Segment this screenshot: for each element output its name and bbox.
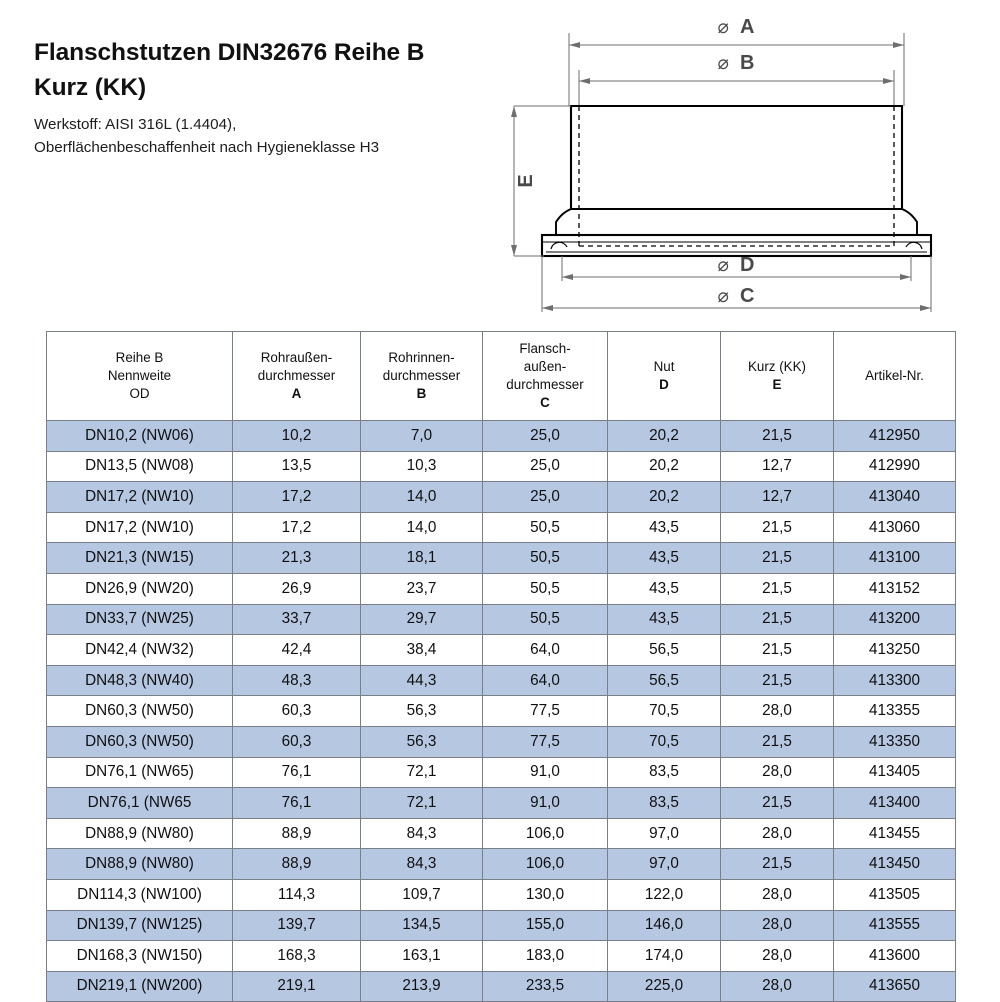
table-row (47, 849, 956, 880)
table-cell-e: 21,5 (721, 604, 834, 635)
table-cell-d: 97,0 (608, 818, 721, 849)
table-cell-name: DN10,2 (NW06) (47, 421, 233, 452)
column-header-line: Rohrinnen- (388, 350, 455, 366)
table-cell-e: 21,5 (721, 543, 834, 574)
table-cell-c: 91,0 (483, 788, 608, 819)
table-row (47, 482, 956, 513)
dimension-e-arrow-top (511, 106, 517, 117)
table-header (47, 332, 956, 421)
table-cell-name: DN17,2 (NW10) (47, 512, 233, 543)
dimension-label-e: E (515, 174, 537, 188)
table-cell-a: 21,3 (233, 543, 361, 574)
dimension-label-c: ⌀ C (717, 285, 755, 307)
table-cell-b: 84,3 (361, 849, 483, 880)
dimension-d-arrow-right (900, 274, 911, 280)
table-cell-e: 12,7 (721, 482, 834, 513)
table-row (47, 788, 956, 819)
table-row (47, 665, 956, 696)
table-cell-name: DN26,9 (NW20) (47, 573, 233, 604)
diameter-symbol-a: ⌀ (717, 17, 729, 38)
table-cell-art: 413600 (834, 941, 956, 972)
table-cell-d: 43,5 (608, 543, 721, 574)
table-cell-e: 28,0 (721, 757, 834, 788)
table-cell-a: 26,9 (233, 573, 361, 604)
table-cell-d: 20,2 (608, 482, 721, 513)
table-cell-e: 28,0 (721, 818, 834, 849)
table-cell-art: 413100 (834, 543, 956, 574)
table-cell-c: 64,0 (483, 665, 608, 696)
material-line: Werkstoff: AISI 316L (1.4404), (34, 115, 237, 133)
table-cell-c: 155,0 (483, 910, 608, 941)
table-row (47, 941, 956, 972)
table-cell-b: 14,0 (361, 482, 483, 513)
column-header-symbol-a: A (291, 385, 302, 401)
table-cell-b: 29,7 (361, 604, 483, 635)
column-header-d (608, 332, 721, 421)
column-header-symbol-b: B (416, 385, 427, 401)
column-header-line: Nennweite (107, 368, 172, 384)
table-cell-a: 33,7 (233, 604, 361, 635)
table-cell-art: 413250 (834, 635, 956, 666)
table-cell-c: 77,5 (483, 726, 608, 757)
table-cell-e: 28,0 (721, 941, 834, 972)
column-header-line: durchmesser (382, 368, 461, 384)
table-cell-a: 114,3 (233, 879, 361, 910)
table-row (47, 818, 956, 849)
table-cell-d: 83,5 (608, 788, 721, 819)
table-cell-a: 219,1 (233, 971, 361, 1002)
page-title-line-1: Flanschstutzen DIN32676 Reihe B (34, 39, 425, 66)
column-header-name (47, 332, 233, 421)
table-cell-c: 25,0 (483, 482, 608, 513)
dimension-c-arrow-right (920, 305, 931, 311)
table-row (47, 879, 956, 910)
table-row (47, 696, 956, 727)
page-title (34, 36, 504, 106)
table-cell-name: DN60,3 (NW50) (47, 726, 233, 757)
table-cell-d: 97,0 (608, 849, 721, 880)
flange-cross-section-svg (498, 6, 998, 318)
dimension-c-arrow-left (542, 305, 553, 311)
table-cell-name: DN139,7 (NW125) (47, 910, 233, 941)
table-cell-art: 413505 (834, 879, 956, 910)
table-cell-b: 14,0 (361, 512, 483, 543)
table-cell-a: 168,3 (233, 941, 361, 972)
table-cell-art: 413650 (834, 971, 956, 1002)
table-cell-name: DN21,3 (NW15) (47, 543, 233, 574)
table-cell-art: 413152 (834, 573, 956, 604)
table-cell-e: 21,5 (721, 726, 834, 757)
table-cell-e: 28,0 (721, 910, 834, 941)
table-cell-art: 413400 (834, 788, 956, 819)
table-cell-c: 233,5 (483, 971, 608, 1002)
dimension-label-d: ⌀ D (717, 254, 755, 276)
table-cell-art: 413455 (834, 818, 956, 849)
header-area (0, 0, 1000, 320)
table-row (47, 635, 956, 666)
technical-drawing (498, 6, 998, 318)
surface-quality-line: Oberflächenbeschaffenheit nach Hygieneklasse H3 (34, 138, 380, 156)
table-cell-d: 43,5 (608, 604, 721, 635)
column-header-line: Nut (653, 359, 675, 375)
table-cell-d: 225,0 (608, 971, 721, 1002)
column-header-e (721, 332, 834, 421)
table-cell-d: 20,2 (608, 421, 721, 452)
dimension-d-group (562, 256, 911, 281)
table-cell-art: 413350 (834, 726, 956, 757)
table-cell-e: 28,0 (721, 971, 834, 1002)
table-cell-a: 13,5 (233, 451, 361, 482)
table-cell-name: DN13,5 (NW08) (47, 451, 233, 482)
column-header-line: Rohraußen- (260, 350, 333, 366)
table-cell-e: 21,5 (721, 665, 834, 696)
table-row (47, 451, 956, 482)
table-row (47, 421, 956, 452)
flange-body-outline (571, 106, 902, 209)
table-cell-d: 20,2 (608, 451, 721, 482)
table-cell-name: DN60,3 (NW50) (47, 696, 233, 727)
table-cell-a: 48,3 (233, 665, 361, 696)
dimension-a-arrow-left (569, 42, 580, 48)
table-cell-d: 83,5 (608, 757, 721, 788)
dimension-label-b: ⌀ B (717, 52, 755, 74)
column-header-line: durchmesser (506, 377, 584, 392)
table-cell-a: 76,1 (233, 757, 361, 788)
column-header-symbol-e: E (772, 377, 782, 392)
table-cell-e: 28,0 (721, 879, 834, 910)
table-cell-e: 12,7 (721, 451, 834, 482)
table-body (47, 421, 956, 1002)
dimension-label-a: ⌀ A (717, 16, 755, 38)
table-cell-d: 56,5 (608, 665, 721, 696)
dimension-e-arrow-bottom (511, 245, 517, 256)
specification-table (46, 331, 956, 1002)
column-header-line: außen- (523, 359, 567, 375)
table-row (47, 726, 956, 757)
table-cell-d: 122,0 (608, 879, 721, 910)
table-cell-name: DN114,3 (NW100) (47, 879, 233, 910)
table-cell-c: 183,0 (483, 941, 608, 972)
table-cell-a: 60,3 (233, 726, 361, 757)
table-cell-d: 146,0 (608, 910, 721, 941)
dimension-a-arrow-right (893, 42, 904, 48)
table-row (47, 971, 956, 1002)
material-subtitle (34, 113, 504, 159)
table-row (47, 543, 956, 574)
table-cell-b: 10,3 (361, 451, 483, 482)
table-cell-art: 412950 (834, 421, 956, 452)
column-header-symbol-c: C (540, 394, 550, 410)
table-cell-name: DN168,3 (NW150) (47, 941, 233, 972)
table-cell-b: 38,4 (361, 635, 483, 666)
table-cell-a: 88,9 (233, 818, 361, 849)
diameter-symbol-b: ⌀ (717, 53, 729, 74)
table-cell-d: 56,5 (608, 635, 721, 666)
table-cell-c: 25,0 (483, 451, 608, 482)
table-cell-d: 70,5 (608, 696, 721, 727)
dimension-d-arrow-left (562, 274, 573, 280)
diameter-symbol-d: ⌀ (717, 255, 729, 276)
table-cell-b: 84,3 (361, 818, 483, 849)
table-cell-a: 42,4 (233, 635, 361, 666)
table-cell-b: 134,5 (361, 910, 483, 941)
column-header-b (361, 332, 483, 421)
table-cell-b: 23,7 (361, 573, 483, 604)
dimension-b-arrow-left (579, 78, 590, 84)
column-header-line: OD (129, 385, 150, 401)
table-cell-c: 64,0 (483, 635, 608, 666)
table-cell-name: DN33,7 (NW25) (47, 604, 233, 635)
table-cell-e: 21,5 (721, 512, 834, 543)
column-header-line: durchmesser (257, 368, 336, 384)
table-cell-e: 21,5 (721, 849, 834, 880)
table-cell-art: 413200 (834, 604, 956, 635)
specification-table-container (46, 331, 955, 1002)
table-cell-c: 91,0 (483, 757, 608, 788)
table-cell-b: 72,1 (361, 757, 483, 788)
table-cell-a: 88,9 (233, 849, 361, 880)
table-row (47, 757, 956, 788)
table-cell-b: 109,7 (361, 879, 483, 910)
table-cell-c: 50,5 (483, 604, 608, 635)
table-row (47, 604, 956, 635)
table-cell-e: 28,0 (721, 696, 834, 727)
table-cell-b: 213,9 (361, 971, 483, 1002)
table-cell-name: DN219,1 (NW200) (47, 971, 233, 1002)
table-cell-b: 18,1 (361, 543, 483, 574)
table-cell-c: 106,0 (483, 849, 608, 880)
table-cell-name: DN88,9 (NW80) (47, 818, 233, 849)
table-cell-name: DN48,3 (NW40) (47, 665, 233, 696)
table-cell-b: 56,3 (361, 726, 483, 757)
dimension-c-group (542, 256, 931, 312)
table-cell-d: 43,5 (608, 512, 721, 543)
table-cell-name: DN17,2 (NW10) (47, 482, 233, 513)
table-cell-c: 106,0 (483, 818, 608, 849)
table-cell-art: 413060 (834, 512, 956, 543)
dimension-b-group (579, 70, 894, 106)
table-cell-art: 413300 (834, 665, 956, 696)
table-cell-b: 72,1 (361, 788, 483, 819)
table-cell-d: 174,0 (608, 941, 721, 972)
table-cell-a: 17,2 (233, 482, 361, 513)
table-cell-e: 21,5 (721, 421, 834, 452)
table-cell-b: 163,1 (361, 941, 483, 972)
table-cell-name: DN88,9 (NW80) (47, 849, 233, 880)
table-cell-c: 25,0 (483, 421, 608, 452)
dimension-b-arrow-right (883, 78, 894, 84)
diameter-symbol-c: ⌀ (717, 286, 729, 307)
table-cell-art: 413355 (834, 696, 956, 727)
table-cell-a: 10,2 (233, 421, 361, 452)
table-cell-b: 44,3 (361, 665, 483, 696)
table-cell-c: 77,5 (483, 696, 608, 727)
column-header-art (834, 332, 956, 421)
table-cell-name: DN76,1 (NW65 (47, 788, 233, 819)
table-cell-art: 413450 (834, 849, 956, 880)
dimension-a-group (569, 33, 904, 106)
table-cell-e: 21,5 (721, 573, 834, 604)
table-cell-art: 413555 (834, 910, 956, 941)
table-cell-a: 76,1 (233, 788, 361, 819)
table-cell-a: 17,2 (233, 512, 361, 543)
table-row (47, 910, 956, 941)
table-cell-b: 7,0 (361, 421, 483, 452)
table-row (47, 573, 956, 604)
table-cell-c: 50,5 (483, 543, 608, 574)
table-cell-art: 412990 (834, 451, 956, 482)
table-header-row (47, 332, 956, 421)
table-cell-name: DN42,4 (NW32) (47, 635, 233, 666)
table-cell-b: 56,3 (361, 696, 483, 727)
page-title-line-2: Kurz (KK) (34, 73, 147, 101)
table-cell-e: 21,5 (721, 635, 834, 666)
table-cell-a: 60,3 (233, 696, 361, 727)
flange-shoulder (556, 209, 917, 235)
column-header-c (483, 332, 608, 421)
table-cell-art: 413040 (834, 482, 956, 513)
column-header-line: Reihe B (115, 350, 164, 366)
column-header-line: Kurz (KK) (747, 359, 807, 375)
table-cell-d: 43,5 (608, 573, 721, 604)
table-cell-c: 50,5 (483, 573, 608, 604)
table-cell-art: 413405 (834, 757, 956, 788)
table-cell-c: 50,5 (483, 512, 608, 543)
table-cell-e: 21,5 (721, 788, 834, 819)
title-block (34, 36, 504, 159)
column-header-a (233, 332, 361, 421)
column-header-line: Flansch- (519, 341, 571, 357)
column-header-symbol-d: D (659, 377, 669, 392)
table-cell-a: 139,7 (233, 910, 361, 941)
column-header-line: Artikel-Nr. (865, 368, 924, 384)
table-cell-c: 130,0 (483, 879, 608, 910)
table-cell-name: DN76,1 (NW65) (47, 757, 233, 788)
table-row (47, 512, 956, 543)
table-cell-d: 70,5 (608, 726, 721, 757)
